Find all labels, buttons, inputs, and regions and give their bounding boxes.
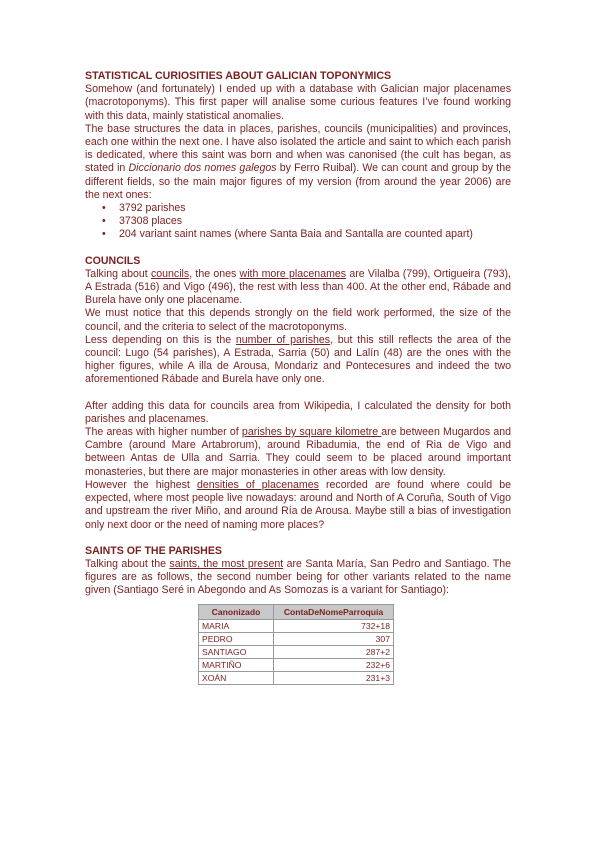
parish-count-cell: 307 bbox=[274, 632, 394, 645]
text-span: The areas with higher number of bbox=[85, 426, 242, 439]
saints-paragraph bbox=[85, 558, 511, 598]
text-span: The base structures the data in places, parishes, councils (municipalities) and provinces, each one within the next one. I have also isolated the article and saint to which each parish is dedicated, where this saint was born and when was canonised (the cult has began, as stated in bbox=[85, 122, 511, 175]
saint-name-cell: PEDRO bbox=[199, 632, 274, 645]
table-header-row bbox=[199, 604, 394, 619]
section-title-saints: SAINTS OF THE PARISHES bbox=[85, 544, 222, 557]
text-span: However the highest bbox=[85, 478, 197, 491]
table-row bbox=[199, 619, 394, 632]
column-header: Canonizado bbox=[199, 604, 274, 619]
densities-link[interactable]: densities of placenames bbox=[196, 478, 319, 491]
saint-name-cell: SANTIAGO bbox=[199, 645, 274, 658]
table-row bbox=[199, 645, 394, 658]
councils-paragraph-3 bbox=[85, 334, 511, 387]
text-span: , the ones bbox=[189, 267, 240, 280]
councils-paragraph-1 bbox=[85, 268, 511, 308]
saints-most-present-link[interactable]: saints, the most present bbox=[169, 557, 284, 570]
councils-paragraph-6 bbox=[85, 479, 511, 532]
text-span: Talking about bbox=[85, 267, 151, 280]
parish-count-cell: 231+3 bbox=[274, 671, 394, 684]
number-of-parishes-link[interactable]: number of parishes bbox=[235, 333, 331, 346]
section-title-councils: COUNCILS bbox=[85, 254, 141, 267]
parish-count-cell: 287+2 bbox=[274, 645, 394, 658]
section-title-statistical: STATISTICAL CURIOSITIES ABOUT GALICIAN TOPONYMICS bbox=[85, 70, 392, 82]
document-page bbox=[85, 70, 511, 685]
column-header: ContaDeNomeParroquia bbox=[274, 604, 394, 619]
text-span: are Santa María, San Pedro and Santiago. The figures are as follows, the second number being for other variants related to the name given (Santiago Seré in Abegondo and As Somozas is a variant for Santiago): bbox=[85, 557, 512, 597]
intro-paragraph: Somehow (and fortunately) I ended up with a database with Galician major placenames (macrotoponyms). This first paper will analise some curious features I’ve found working with this data, mainly statistical anomalies. bbox=[85, 83, 511, 122]
table-row bbox=[199, 658, 394, 671]
text-span: by Ferro Ruibal). We can count and group by the different fields, so the main major figures of my version (from around the year 2006) are the next ones: bbox=[85, 162, 511, 201]
table-row bbox=[199, 671, 394, 684]
text-span: Talking about the bbox=[85, 557, 170, 570]
text-span: are between Mugardos and Cambre (around Mare Artabrorum), around Ribadumia, the end of Ria de Vigo and between Antas de Ulla and Sarria. They could seem to be placed around important monasteries, but there are major monasteries in other areas with low density. bbox=[85, 426, 511, 478]
text-span: Less depending on this is the bbox=[85, 333, 236, 346]
councils-paragraph-4: After adding this data for councils area from Wikipedia, I calculated the density for both parishes and placenames. bbox=[85, 399, 511, 425]
councils-paragraph-5 bbox=[85, 426, 511, 479]
saint-name-cell: XOÁN bbox=[199, 671, 274, 684]
list-item: • 204 variant saint names (where Santa Baia and Santalla are counted apart) bbox=[119, 228, 511, 241]
book-title: Diccionario dos nomes galegos bbox=[128, 162, 277, 175]
councils-paragraph-2: We must notice that this depends strongly on the field work performed, the size of the council, and the criteria to select of the macrotoponyms. bbox=[85, 307, 511, 333]
text-span: , but this still reflects the area of the council: Lugo (54 parishes), A Estrada, Sarria (50) and Lalín (48) are the ones with the higher figures, while A illa de Arousa, Mondariz and Pontecesures and indeed the two aforementioned Rábade and Burela have only one. bbox=[85, 333, 511, 386]
table-row bbox=[199, 632, 394, 645]
figures-list bbox=[85, 202, 511, 242]
parishes-by-km-link[interactable]: parishes by square kilometre bbox=[241, 426, 382, 439]
saints-table bbox=[198, 604, 394, 685]
list-item: • 37308 places bbox=[119, 215, 511, 228]
list-item: • 3792 parishes bbox=[119, 202, 511, 215]
text-span: recorded are found where could be expected, where most people live nowadays: around and North of A Coruña, South of Vigo and upstream the river Miño, and around Ría de Arousa. Maybe still a bias of investigation only next door or the need of naming more places? bbox=[85, 478, 511, 531]
text-span: are Vilalba (799), Ortigueira (793), A Estrada (516) and Vigo (496), the rest with less than 400. At the other end, Rábade and Burela have only one placename. bbox=[85, 267, 511, 307]
more-placenames-link[interactable]: with more placenames bbox=[239, 267, 347, 280]
parish-count-cell: 732+18 bbox=[274, 619, 394, 632]
saint-name-cell: MARIA bbox=[199, 619, 274, 632]
base-structure-paragraph bbox=[85, 123, 511, 202]
councils-link[interactable]: councils bbox=[150, 267, 190, 280]
saint-name-cell: MARTIÑO bbox=[199, 658, 274, 671]
parish-count-cell: 232+6 bbox=[274, 658, 394, 671]
